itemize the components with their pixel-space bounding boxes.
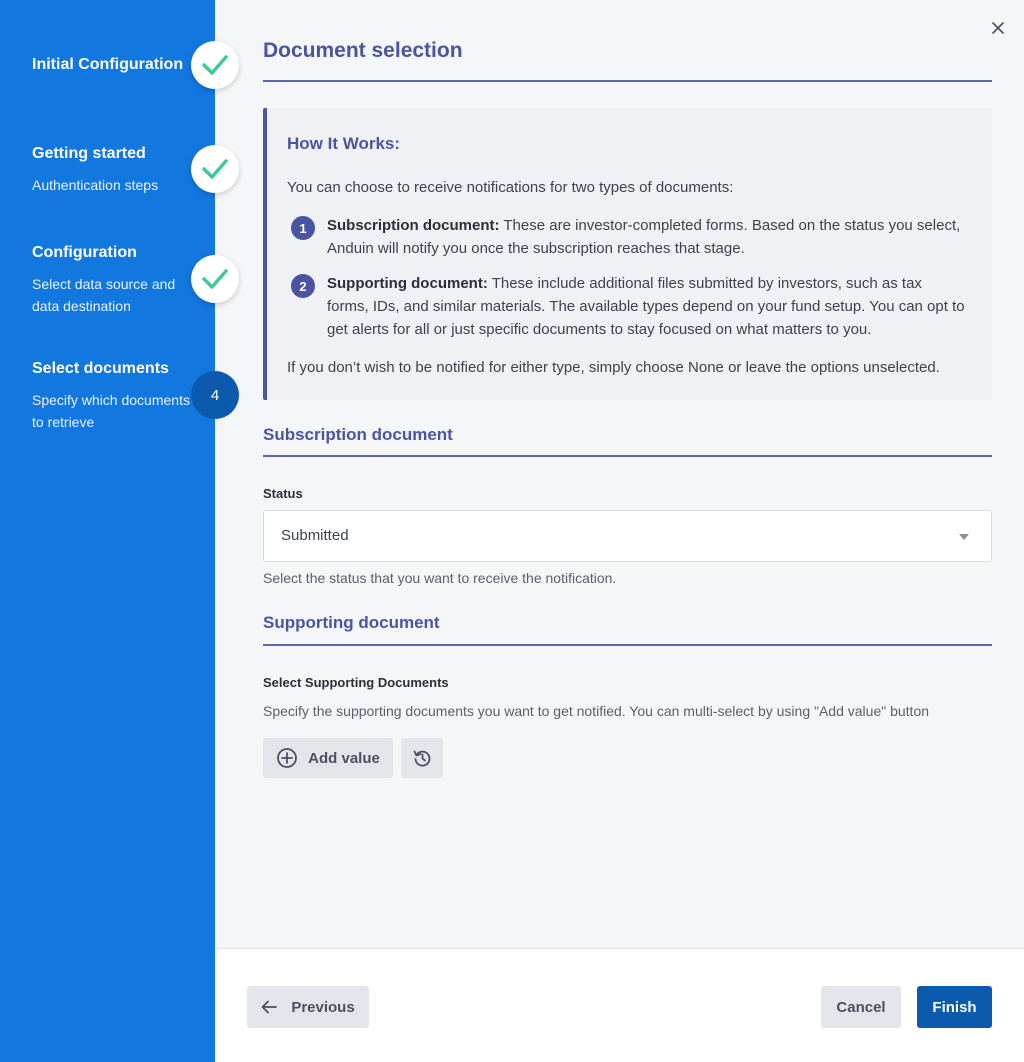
info-item-label: Supporting document:	[327, 275, 488, 292]
cancel-label: Cancel	[836, 998, 886, 1016]
close-icon[interactable]	[988, 18, 1008, 38]
history-icon	[412, 748, 432, 768]
add-value-label: Add value	[308, 749, 380, 767]
chevron-down-icon	[959, 534, 969, 540]
how-it-works-panel	[263, 108, 992, 400]
status-select[interactable]	[263, 510, 992, 562]
step-subtitle: Specify which documents to retrieve	[32, 392, 190, 430]
info-outro: If you don’t wish to be notified for either type, simply choose None or leave the options unselected.	[287, 359, 940, 376]
info-item-supporting	[299, 272, 967, 341]
info-intro: You can choose to receive notifications for two types of documents:	[287, 179, 734, 196]
title-divider	[263, 80, 992, 82]
page-title: Document selection	[263, 39, 463, 62]
main-panel	[215, 0, 1024, 948]
previous-button[interactable]	[247, 986, 369, 1028]
step-number-badge: 4	[191, 371, 239, 419]
info-item-subscription	[299, 214, 967, 260]
number-badge: 1	[291, 216, 315, 240]
step-configuration[interactable]	[32, 243, 192, 317]
section-divider	[263, 644, 992, 646]
info-item-text: These are investor-completed forms. Based on the status you select, Anduin will notify you once the subscription reaches that stage.	[327, 217, 961, 257]
subscription-section-title: Subscription document	[263, 425, 453, 444]
previous-label: Previous	[291, 998, 355, 1016]
info-item-text: These include additional files submitted by investors, such as tax forms, IDs, and similar materials. The available types depend on your fund setup. You can opt to get alerts for all or just specific documents to stay focused on what matters to you.	[327, 275, 965, 338]
number-badge: 2	[291, 274, 315, 298]
step-title: Getting started	[32, 145, 146, 162]
step-title: Initial Configuration	[32, 56, 184, 73]
step-subtitle: Select data source and data destination	[32, 276, 176, 314]
plus-circle-icon	[276, 747, 298, 769]
finish-button[interactable]	[917, 986, 992, 1028]
wizard-footer	[215, 948, 1024, 1062]
arrow-left-icon	[261, 1000, 277, 1014]
reset-button[interactable]	[401, 738, 443, 778]
add-value-button[interactable]	[263, 738, 393, 778]
supporting-section-title: Supporting document	[263, 613, 440, 632]
info-item-label: Subscription document:	[327, 217, 500, 234]
step-getting-started[interactable]	[32, 144, 192, 196]
status-select-value: Submitted	[281, 527, 349, 544]
status-help-text: Select the status that you want to receive the notification.	[263, 570, 617, 586]
check-icon	[191, 255, 239, 303]
step-subtitle: Authentication steps	[32, 177, 159, 193]
supporting-help-text: Specify the supporting documents you want to get notified. You can multi-select by using "Add value" button	[263, 703, 930, 719]
info-title: How It Works:	[287, 134, 401, 153]
step-initial-configuration[interactable]	[32, 55, 192, 75]
supporting-documents-label: Select Supporting Documents	[263, 675, 449, 690]
step-select-documents[interactable]	[32, 359, 192, 433]
step-title: Select documents	[32, 360, 169, 377]
status-label: Status	[263, 486, 303, 501]
check-icon	[191, 41, 239, 89]
cancel-button[interactable]	[821, 986, 901, 1028]
step-title: Configuration	[32, 244, 137, 261]
finish-label: Finish	[932, 998, 977, 1016]
wizard-sidebar	[0, 0, 215, 1062]
section-divider	[263, 455, 992, 457]
check-icon	[191, 145, 239, 193]
